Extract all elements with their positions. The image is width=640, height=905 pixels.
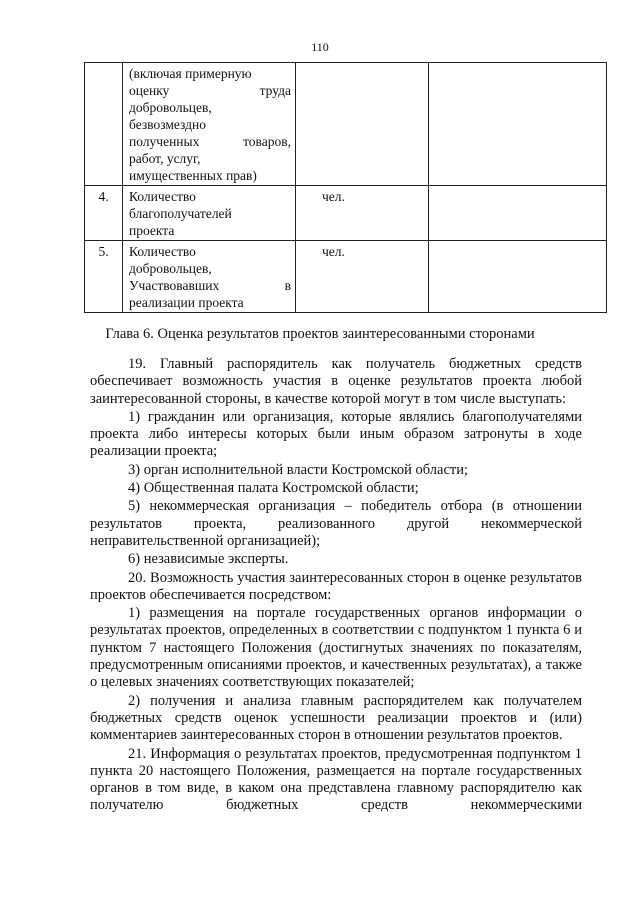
paragraph: 19. Главный распорядитель как получатель бюджетных средств обеспечивает возможность участия в оценке результатов проекта любой заинтересованной стороны, в качестве которой могут в том числе выступать: (90, 356, 582, 407)
paragraph: 4) Общественная палата Костромской области; (128, 480, 419, 497)
page-number: 110 (311, 40, 329, 54)
value-cell (429, 63, 607, 186)
paragraph: 1) гражданин или организация, которые являлись благополучателями проекта либо интересы которых были иным образом затронуты в ходе реализации проекта; (90, 408, 582, 460)
indicator-name: Количество добровольцев, Участвовавших в реализации проекта (123, 241, 296, 313)
value-cell (429, 186, 607, 241)
table-row (85, 186, 607, 241)
body-text (90, 356, 582, 816)
value-cell (429, 241, 607, 313)
indicator-name: (включая примерную оценку труда добровольцев, безвозмездно полученных товаров, работ, услуг, имущественных прав) (123, 63, 296, 186)
chapter-title: Глава 6. Оценка результатов проектов заинтересованными сторонами (105, 326, 535, 342)
paragraph: 3) орган исполнительной власти Костромской области; (128, 461, 469, 478)
paragraph: 6) независимые эксперты. (128, 551, 289, 568)
indicator-name: Количество благополучателей проекта (123, 186, 296, 241)
table-row (85, 63, 607, 186)
paragraph: 21. Информация о результатах проектов, предусмотренная подпунктом 1 пункта 20 настоящего Положения, размещается на портале государственных органов в том виде, в каком она представлена главному распорядителю как получателю бюджетных средств некоммерческими (90, 745, 582, 814)
row-number: 5. (85, 241, 123, 313)
paragraph: 20. Возможность участия заинтересованных сторон в оценке результатов проектов обеспечивается посредством: (90, 569, 582, 603)
paragraph: 5) некоммерческая организация – победитель отбора (в отношении результатов проекта, реализованного другой некоммерческой неправительственной организацией); (90, 498, 582, 549)
unit-cell (296, 63, 429, 186)
row-number: 4. (85, 186, 123, 241)
table-row (85, 241, 607, 313)
paragraph: 2) получения и анализа главным распорядителем как получателем бюджетных средств оценок успешности реализации проектов и (или) комментариев заинтересованных сторон в отношении результатов проектов. (90, 692, 582, 744)
paragraph: 1) размещения на портале государственных органов информации о результатах проектов, определенных в соответствии с подпунктом 1 пункта 6 и пунктом 7 настоящего Положения (достигнутых значениях по показателям, предусмотренным описаниями проектов, и качественных результатах), а также о целевых значениях соответствующих показателей; (90, 605, 582, 691)
unit-cell: чел. (296, 186, 429, 241)
results-table (84, 62, 607, 313)
unit-cell: чел. (296, 241, 429, 313)
row-number (85, 63, 123, 186)
